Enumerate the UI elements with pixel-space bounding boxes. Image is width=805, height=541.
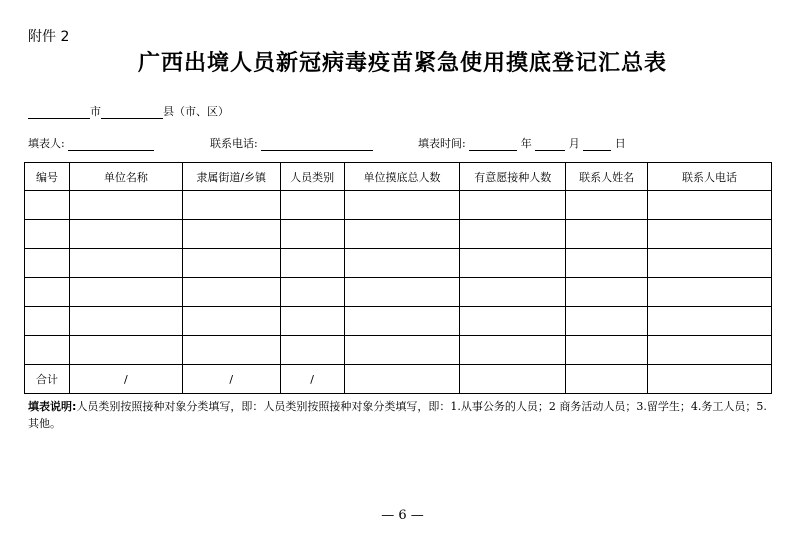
total-contact-phone[interactable] [648, 365, 772, 394]
total-total-count[interactable] [344, 365, 460, 394]
table-cell[interactable] [280, 278, 344, 307]
county-label: 县（市、区） [163, 105, 229, 118]
month-blank[interactable] [535, 138, 565, 151]
county-blank[interactable] [101, 106, 163, 119]
table-cell[interactable] [25, 191, 70, 220]
table-cell[interactable] [648, 249, 772, 278]
table-cell[interactable] [344, 336, 460, 365]
phone-label: 联系电话: [210, 137, 258, 150]
year-blank[interactable] [469, 138, 517, 151]
table-cell[interactable] [69, 336, 182, 365]
table-cell[interactable] [460, 249, 566, 278]
total-willing-count[interactable] [460, 365, 566, 394]
filler-blank[interactable] [68, 138, 154, 151]
month-label: 月 [568, 137, 580, 150]
header-category: 人员类别 [280, 163, 344, 191]
table-cell[interactable] [566, 278, 648, 307]
location-line [28, 103, 229, 119]
registration-table [24, 162, 772, 394]
table-cell[interactable] [648, 191, 772, 220]
table-row [25, 220, 772, 249]
table-cell[interactable] [280, 307, 344, 336]
table-cell[interactable] [566, 336, 648, 365]
header-subdistrict: 隶属街道/乡镇 [182, 163, 280, 191]
table-row [25, 307, 772, 336]
table-cell[interactable] [344, 307, 460, 336]
note-text: 人员类别按照接种对象分类填写，即：人员类别按照接种对象分类填写，即：1.从事公务的人员；2 商务活动人员；3.留学生；4.务工人员；5.其他。 [28, 400, 767, 430]
table-cell[interactable] [648, 307, 772, 336]
day-blank[interactable] [583, 138, 611, 151]
form-title: 广西出境人员新冠病毒疫苗紧急使用摸底登记汇总表 [137, 50, 667, 76]
table-cell[interactable] [25, 220, 70, 249]
table-cell[interactable] [344, 278, 460, 307]
table-cell[interactable] [648, 278, 772, 307]
table-row [25, 278, 772, 307]
table-cell[interactable] [460, 220, 566, 249]
total-unit-name: / [69, 365, 182, 394]
table-cell[interactable] [566, 307, 648, 336]
header-unit-name: 单位名称 [69, 163, 182, 191]
table-cell[interactable] [566, 249, 648, 278]
city-blank[interactable] [28, 106, 90, 119]
table-row [25, 191, 772, 220]
table-header-row [25, 163, 772, 191]
header-willing-count: 有意愿接种人数 [460, 163, 566, 191]
table-cell[interactable] [648, 220, 772, 249]
day-label: 日 [614, 137, 626, 150]
header-contact-name: 联系人姓名 [566, 163, 648, 191]
total-row [25, 365, 772, 394]
table-cell[interactable] [460, 278, 566, 307]
header-contact-phone: 联系人电话 [648, 163, 772, 191]
city-label: 市 [90, 105, 101, 118]
filler-label: 填表人: [28, 137, 65, 150]
table-cell[interactable] [280, 336, 344, 365]
table-cell[interactable] [182, 336, 280, 365]
table-row [25, 336, 772, 365]
table-cell[interactable] [344, 191, 460, 220]
table-cell[interactable] [69, 220, 182, 249]
phone-blank[interactable] [261, 138, 373, 151]
table-cell[interactable] [69, 307, 182, 336]
header-total-count: 单位摸底总人数 [344, 163, 460, 191]
table-cell[interactable] [460, 191, 566, 220]
attachment-label: 附件 2 [28, 29, 70, 45]
total-contact-name[interactable] [566, 365, 648, 394]
table-cell[interactable] [182, 220, 280, 249]
table-cell[interactable] [69, 191, 182, 220]
table-cell[interactable] [566, 220, 648, 249]
filler-row [28, 135, 154, 151]
table-cell[interactable] [280, 249, 344, 278]
table-cell[interactable] [69, 278, 182, 307]
instructions-note [28, 398, 773, 432]
table-cell[interactable] [25, 278, 70, 307]
table-cell[interactable] [25, 249, 70, 278]
table-cell[interactable] [566, 191, 648, 220]
table-cell[interactable] [344, 249, 460, 278]
header-number: 编号 [25, 163, 70, 191]
note-label: 填表说明: [28, 400, 77, 413]
time-label: 填表时间: [418, 137, 466, 150]
table-cell[interactable] [280, 191, 344, 220]
page-number: — 6 — [381, 508, 424, 523]
table-cell[interactable] [182, 249, 280, 278]
table-cell[interactable] [182, 307, 280, 336]
table-cell[interactable] [182, 278, 280, 307]
table-cell[interactable] [182, 191, 280, 220]
phone-row [210, 135, 373, 151]
year-label: 年 [520, 137, 532, 150]
table-cell[interactable] [344, 220, 460, 249]
table-cell[interactable] [460, 336, 566, 365]
table-cell[interactable] [648, 336, 772, 365]
total-subdistrict: / [182, 365, 280, 394]
table-cell[interactable] [280, 220, 344, 249]
table-cell[interactable] [25, 307, 70, 336]
table-cell[interactable] [460, 307, 566, 336]
total-category: / [280, 365, 344, 394]
table-cell[interactable] [69, 249, 182, 278]
total-label: 合计 [25, 365, 70, 394]
time-row [418, 135, 626, 151]
table-cell[interactable] [25, 336, 70, 365]
table-row [25, 249, 772, 278]
